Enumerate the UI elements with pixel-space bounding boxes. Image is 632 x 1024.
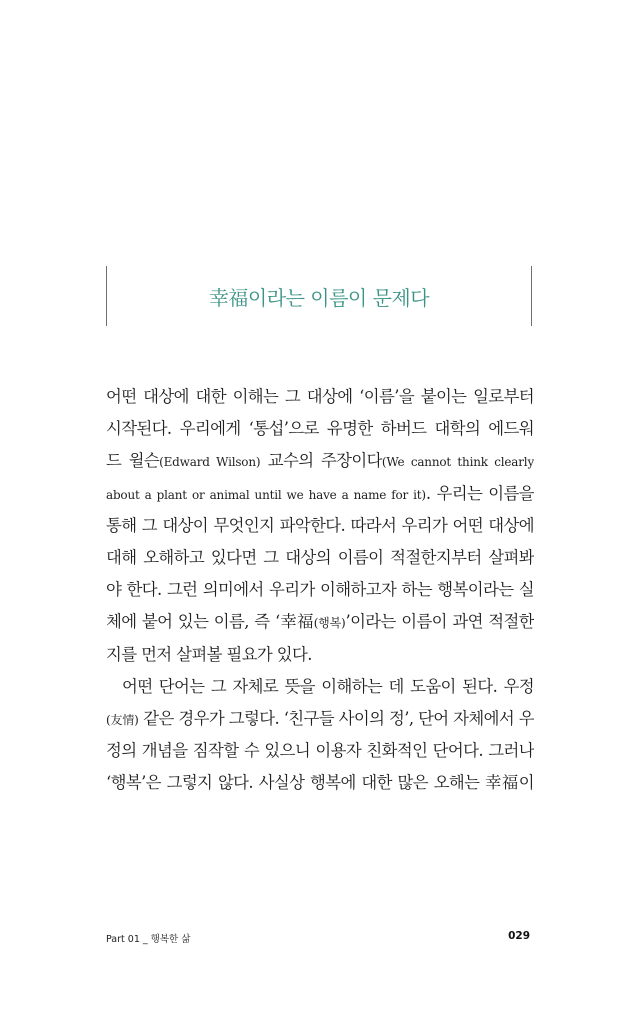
page-number: 029	[508, 930, 530, 942]
text-line: 어떤 단어는 그 자체로 뜻을 이해하는 데 도움이 된다. 우정	[122, 676, 534, 696]
text-line	[106, 478, 534, 510]
text-run: 같은 경우가 그렇다. ‘친구들 사이의 정’, 단어 자체에서 우	[138, 708, 534, 728]
text-run-small: about a plant or animal until we have a name for it)	[106, 487, 426, 502]
text-line: 대해 오해하고 있다면 그 대상의 이름이 적절한지부터 살펴봐	[106, 547, 534, 567]
text-line: 어떤 대상에 대한 이해는 그 대상에 ‘이름’을 붙이는 일로부터	[106, 387, 534, 406]
text-run-small: (Edward Wilson)	[159, 455, 261, 470]
running-footer: Part 01 _ 행복한 삶	[106, 934, 191, 945]
section-heading: 幸福이라는 이름이 문제다	[208, 285, 430, 310]
text-run: 체에 붙어 있는 이름, 즉 ‘幸福	[106, 612, 314, 632]
text-line: 시작된다. 우리에게 ‘통섭’으로 유명한 하버드 대학의 에드워	[106, 419, 534, 439]
text-run: 교수의 주장이다	[260, 451, 382, 471]
text-line	[106, 703, 534, 735]
text-line: 야 한다. 그런 의미에서 우리가 이해하고자 하는 행복이라는 실	[106, 580, 534, 600]
text-line: 정의 개념을 짐작할 수 있으니 이용자 친화적인 단어다. 그러나	[106, 741, 534, 761]
text-run-small: (友情)	[106, 712, 139, 727]
text-line	[106, 445, 534, 477]
text-line	[106, 606, 534, 638]
text-run: . 우리는 이름을	[425, 483, 534, 503]
text-line: 통해 그 대상이 무엇인지 파악한다. 따라서 우리가 어떤 대상에	[106, 515, 534, 535]
text-line: 지를 먼저 살펴볼 필요가 있다.	[106, 644, 312, 664]
text-run-small: (We cannot think clearly	[381, 455, 534, 470]
body-text	[106, 381, 534, 799]
text-run-small: (행복)	[313, 616, 346, 631]
heading-frame	[106, 266, 532, 326]
text-line: ‘행복’은 그렇지 않다. 사실상 행복에 대한 많은 오해는 幸福이	[106, 773, 534, 793]
text-run: 드 윌슨	[106, 451, 160, 471]
text-run: ’이라는 이름이 과연 적절한	[345, 612, 534, 632]
